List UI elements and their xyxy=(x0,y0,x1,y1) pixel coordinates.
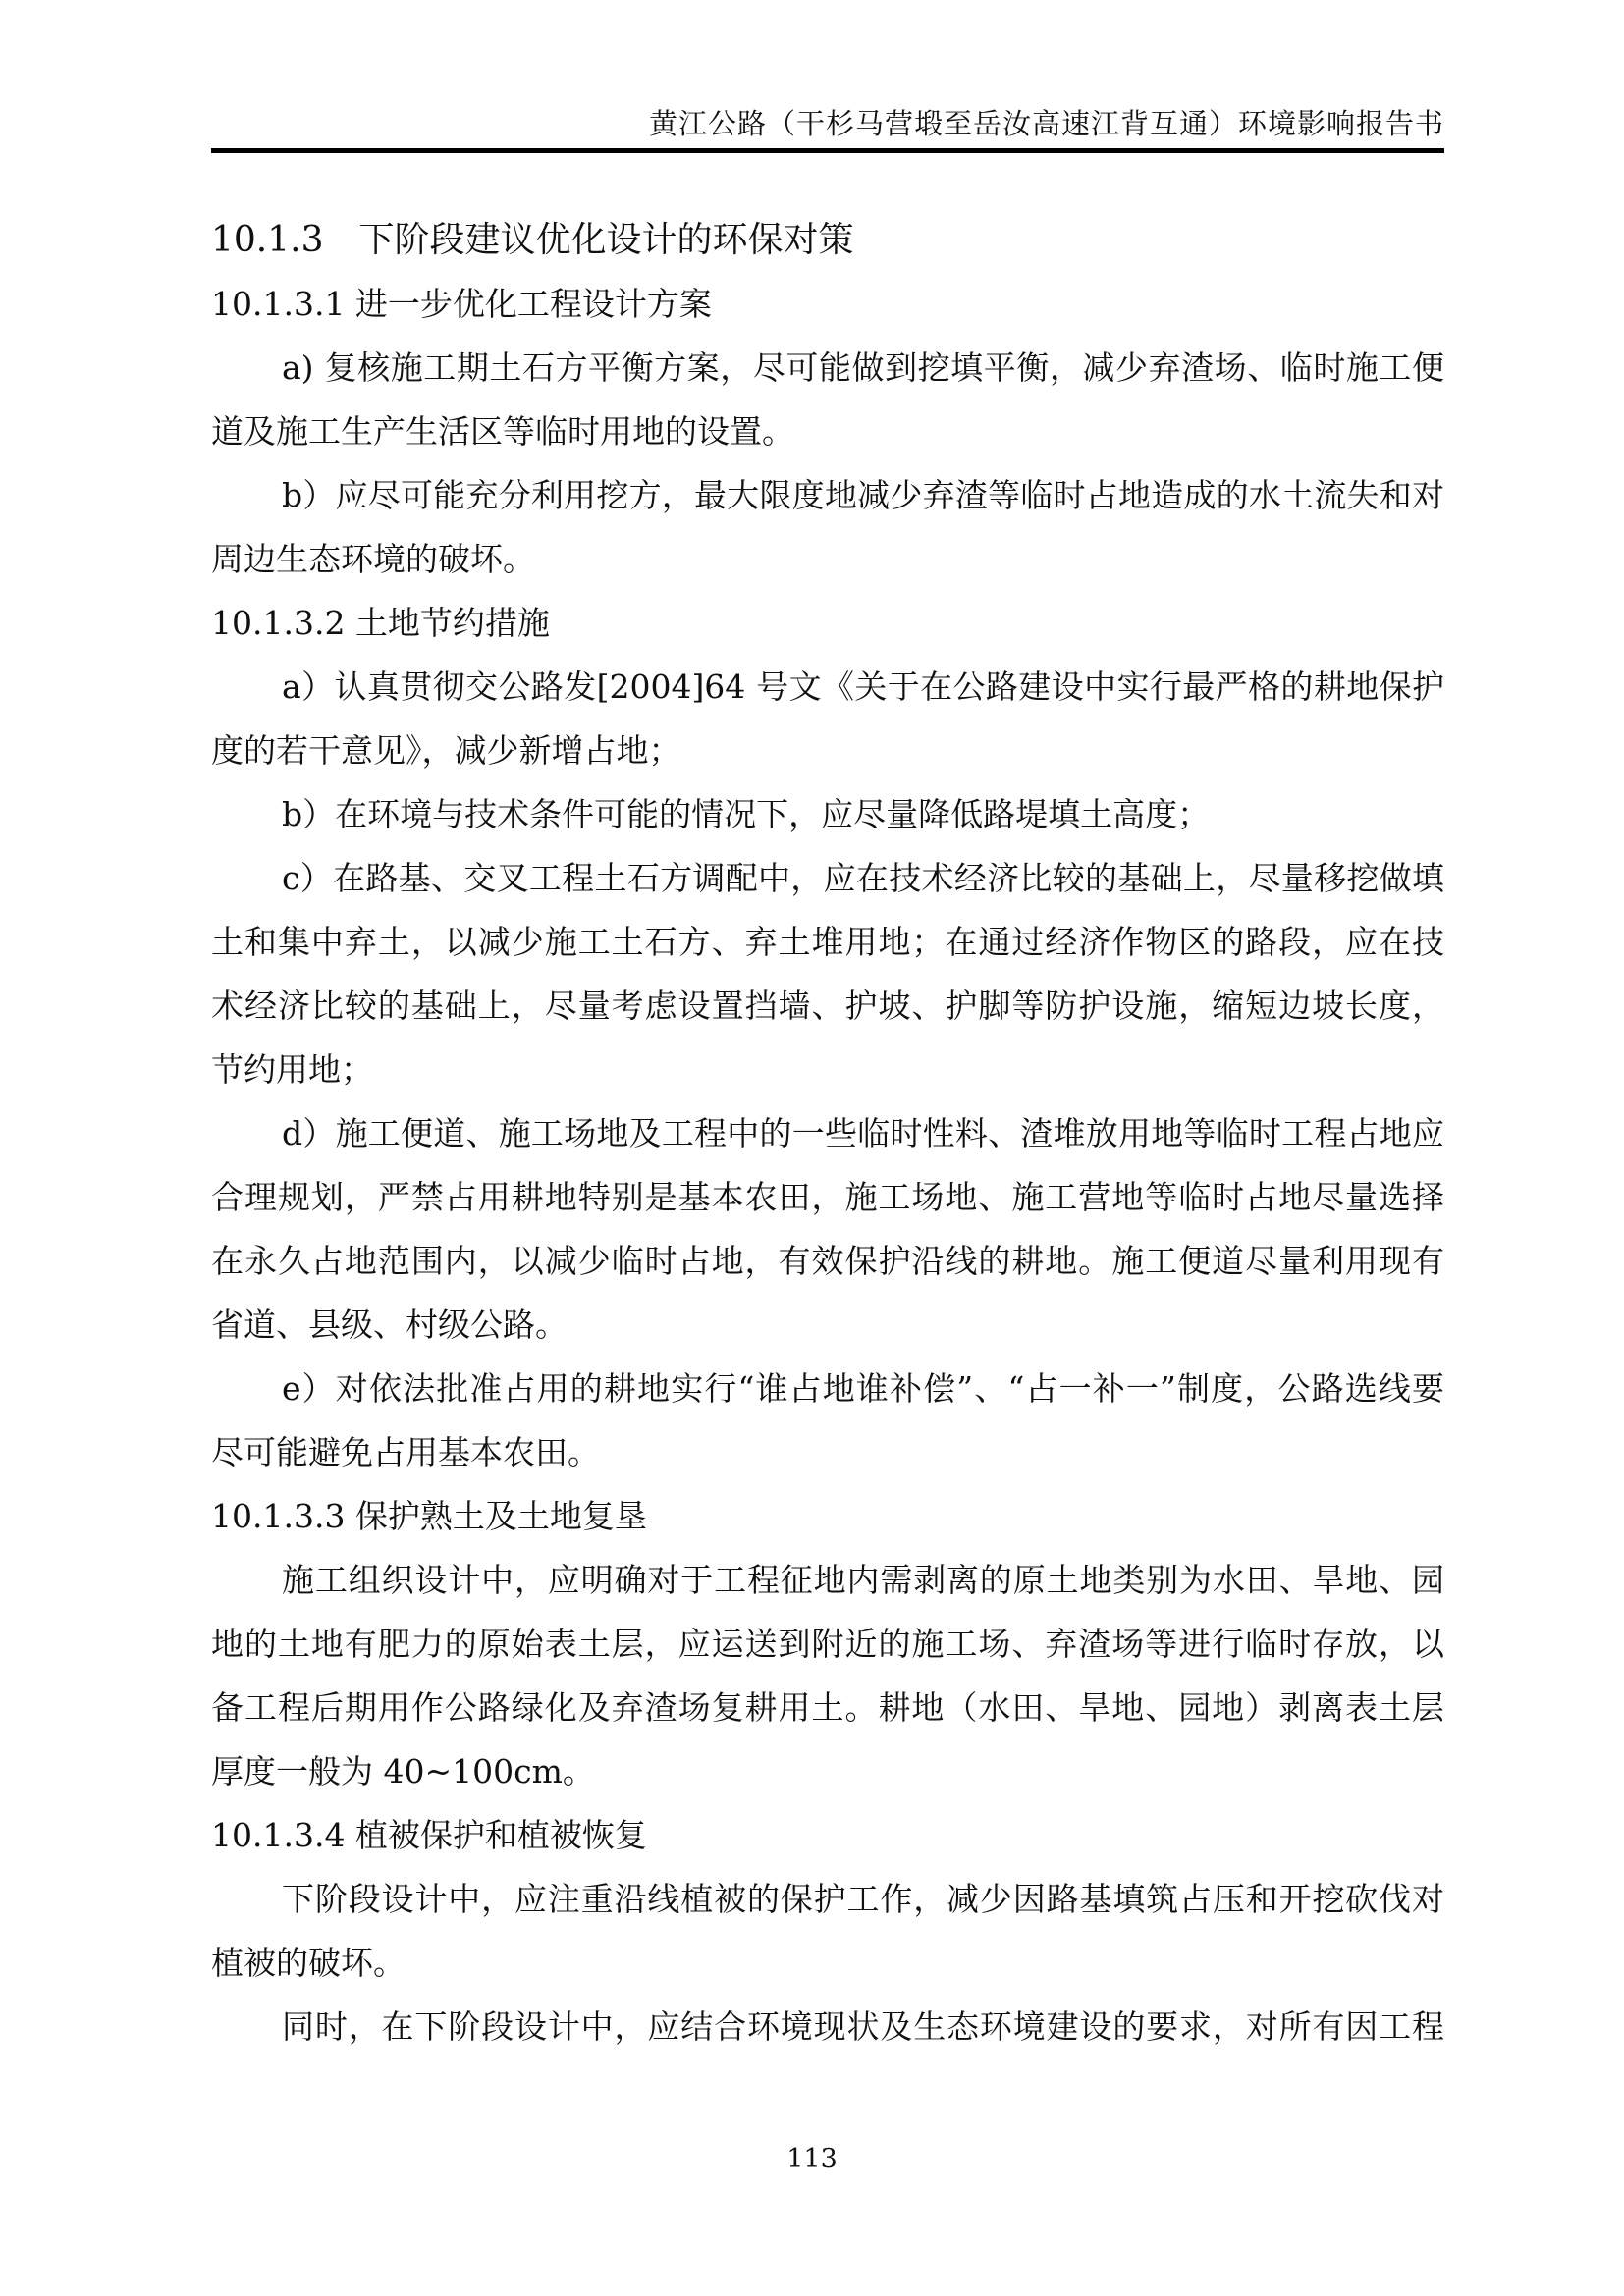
paragraph-line: a）认真贯彻交公路发[2004]64 号文《关于在公路建设中实行最严格的耕地保护 xyxy=(282,667,1444,706)
paragraph-line: 道及施工生产生活区等临时用地的设置。 xyxy=(211,412,794,451)
paragraph-line: 厚度一般为 40~100cm。 xyxy=(211,1752,595,1790)
heading-10-1-3-3: 10.1.3.3 保护熟土及土地复垦 xyxy=(211,1497,647,1535)
heading-10-1-3-1: 10.1.3.1 进一步优化工程设计方案 xyxy=(211,285,712,323)
paragraph-line: d）施工便道、施工场地及工程中的一些临时性料、渣堆放用地等临时工程占地应 xyxy=(282,1114,1444,1152)
paragraph-line: c）在路基、交叉工程土石方调配中，应在技术经济比较的基础上，尽量移挖做填 xyxy=(282,859,1444,897)
paragraph-line: b）在环境与技术条件可能的情况下，应尽量降低路堤填土高度； xyxy=(282,795,1211,833)
paragraph-line: 合理规划，严禁占用耕地特别是基本农田，施工场地、施工营地等临时占地尽量选择 xyxy=(211,1178,1444,1216)
page-header-title: 黄江公路（干杉马营塅至岳汝高速江背互通）环境影响报告书 xyxy=(648,107,1444,140)
page-footer xyxy=(0,2143,1624,2176)
paragraph-line: 植被的破坏。 xyxy=(211,1944,406,1982)
heading-10-1-3-2: 10.1.3.2 土地节约措施 xyxy=(211,604,550,642)
paragraph-line: 施工组织设计中，应明确对于工程征地内需剥离的原土地类别为水田、旱地、园 xyxy=(282,1561,1444,1599)
paragraph-line: 省道、县级、村级公路。 xyxy=(211,1306,568,1344)
paragraph-line: 备工程后期用作公路绿化及弃渣场复耕用土。耕地（水田、旱地、园地）剥离表土层 xyxy=(211,1688,1444,1727)
paragraph-line: 节约用地； xyxy=(211,1050,373,1089)
document-body xyxy=(211,208,1444,2058)
heading-10-1-3-4: 10.1.3.4 植被保护和植被恢复 xyxy=(211,1816,647,1854)
paragraph-line: 土和集中弃土，以减少施工土石方、弃土堆用地；在通过经济作物区的路段，应在技 xyxy=(211,923,1444,961)
paragraph-line: 同时，在下阶段设计中，应结合环境现状及生态环境建设的要求，对所有因工程 xyxy=(282,2007,1444,2046)
header-rule xyxy=(211,148,1444,153)
paragraph-line: 下阶段设计中，应注重沿线植被的保护工作，减少因路基填筑占压和开挖砍伐对 xyxy=(282,1880,1444,1918)
paragraph-line: a) 复核施工期土石方平衡方案，尽可能做到挖填平衡，减少弃渣场、临时施工便 xyxy=(282,348,1444,387)
paragraph-line: 周边生态环境的破坏。 xyxy=(211,540,535,578)
paragraph-line: 度的若干意见》，减少新增占地； xyxy=(211,731,681,770)
paragraph-line: e）对依法批准占用的耕地实行“谁占地谁补偿”、“占一补一”制度，公路选线要 xyxy=(282,1369,1444,1408)
heading-10-1-3: 10.1.3 下阶段建议优化设计的环保对策 xyxy=(211,220,854,260)
page-number: 113 xyxy=(786,2144,838,2174)
paragraph-line: 在永久占地范围内，以减少临时占地，有效保护沿线的耕地。施工便道尽量利用现有 xyxy=(211,1242,1444,1280)
paragraph-line: 术经济比较的基础上，尽量考虑设置挡墙、护坡、护脚等防护设施，缩短边坡长度， xyxy=(211,987,1444,1025)
paragraph-line: 尽可能避免占用基本农田。 xyxy=(211,1433,600,1471)
paragraph-line: b）应尽可能充分利用挖方，最大限度地减少弃渣等临时占地造成的水土流失和对 xyxy=(282,476,1444,514)
paragraph-line: 地的土地有肥力的原始表土层，应运送到附近的施工场、弃渣场等进行临时存放，以 xyxy=(211,1625,1444,1663)
